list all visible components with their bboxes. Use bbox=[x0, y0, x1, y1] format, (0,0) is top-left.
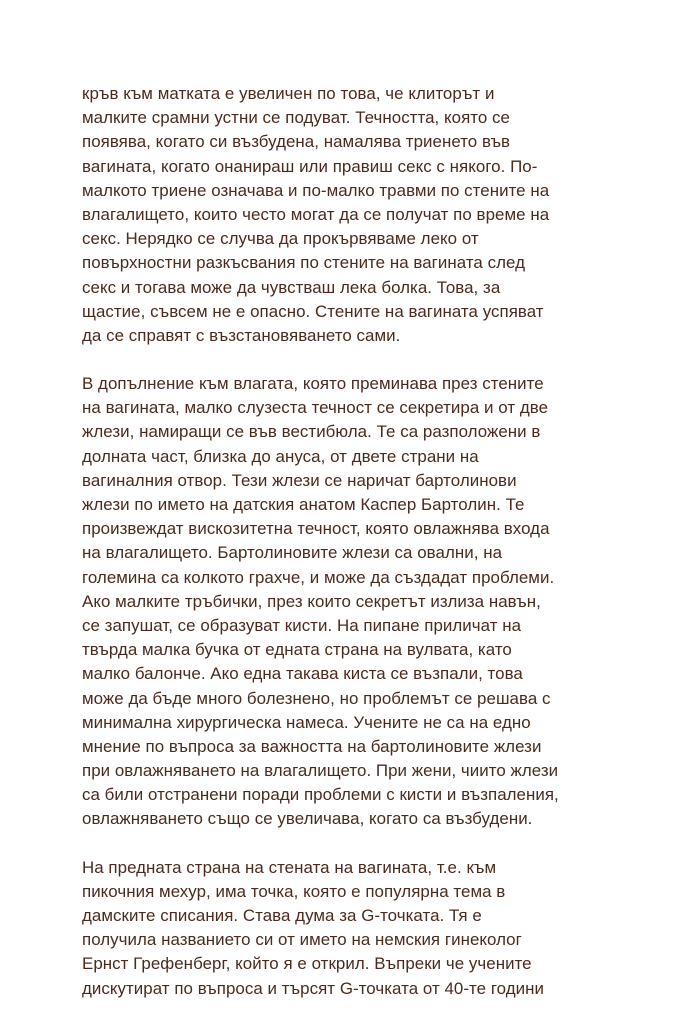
text-line: В допълнение към влагата, която преминава през стените bbox=[82, 374, 544, 394]
text-line: Ако малките тръбички, през които секретът излиза навън, bbox=[82, 591, 541, 611]
text-line: малките срамни устни се подуват. Течността, която се bbox=[82, 108, 510, 128]
text-line: мнение по въпроса за важността на бартолиновите жлези bbox=[82, 736, 542, 756]
text-line: получила названието си от името на немския гинеколог bbox=[82, 930, 522, 950]
text-line: минимална хирургическа намеса. Учените не са на едно bbox=[82, 712, 531, 732]
text-line: при овлажняването на влагалището. При жени, чиито жлези bbox=[82, 761, 559, 781]
text-line: кръв към матката е увеличен по това, че клиторът и bbox=[82, 84, 495, 103]
paragraph-2 bbox=[82, 372, 622, 832]
text-line: на вагината, малко слузеста течност се секретира и от две bbox=[82, 398, 549, 418]
text-line: дамските списания. Става дума за G-точката. Тя е bbox=[82, 906, 482, 925]
text-line: пикочния мехур, има точка, която е популярна тема в bbox=[82, 881, 506, 901]
text-line: се запушат, се образуват кисти. На пипане приличат на bbox=[82, 615, 522, 635]
text-line: жлези, намиращи се във вестибюла. Те са разположени в bbox=[82, 422, 541, 442]
text-line: малко балонче. Ако една такава киста се възпали, това bbox=[82, 664, 523, 684]
text-line: влагалището, които често могат да се получат по време на bbox=[82, 204, 550, 224]
text-line: произвеждат вискозитетна течност, която овлажнява входа bbox=[82, 519, 550, 539]
paragraph-3 bbox=[82, 856, 622, 1001]
text-line: щастие, съвсем не е опасно. Стените на вагината успяват bbox=[82, 301, 544, 321]
text-line: твърда малка бучка от едната страна на вулвата, като bbox=[82, 640, 512, 660]
paragraph-1 bbox=[82, 82, 622, 348]
text-line: са били отстранени поради проблеми с кисти и възпаления, bbox=[82, 785, 559, 805]
text-line: Ернст Грефенберг, който я е открил. Въпреки че учените bbox=[82, 954, 532, 974]
text-line: секс. Нерядко се случва да прокървяваме леко от bbox=[82, 229, 479, 249]
text-line: дискутират по въпроса и търсят G-точката от 40-те години bbox=[82, 978, 544, 998]
text-line: секс и тогава може да чувстваш лека болка. Това, за bbox=[82, 277, 501, 297]
text-line: долната част, близка до ануса, от двете страни на bbox=[82, 446, 479, 466]
body-text bbox=[82, 82, 622, 1025]
text-line: може да бъде много болезнено, но проблемът се решава с bbox=[82, 688, 551, 708]
text-line: вагиналния отвор. Тези жлези се наричат бартолинови bbox=[82, 470, 517, 490]
text-line: малкото триене означава и по-малко травми по стените на bbox=[82, 180, 550, 200]
text-line: появява, когато си възбудена, намалява триенето във bbox=[82, 132, 511, 152]
text-line: овлажняването също се увеличава, когато са възбудени. bbox=[82, 809, 533, 829]
text-line: жлези по името на датския анатом Каспер Бартолин. Те bbox=[82, 495, 525, 514]
text-line: големина са колкото грахче, и може да създадат проблеми. bbox=[82, 567, 555, 587]
text-line: да се справят с възстановяването сами. bbox=[82, 325, 401, 345]
text-line: На предната страна на стената на вагината, т.е. към bbox=[82, 857, 497, 877]
text-line: повърхностни разкъсвания по стените на вагината след bbox=[82, 253, 525, 273]
text-line: вагината, когато онанираш или правиш секс с някого. По- bbox=[82, 156, 538, 176]
text-line: на влагалището. Бартолиновите жлези са овални, на bbox=[82, 543, 503, 563]
